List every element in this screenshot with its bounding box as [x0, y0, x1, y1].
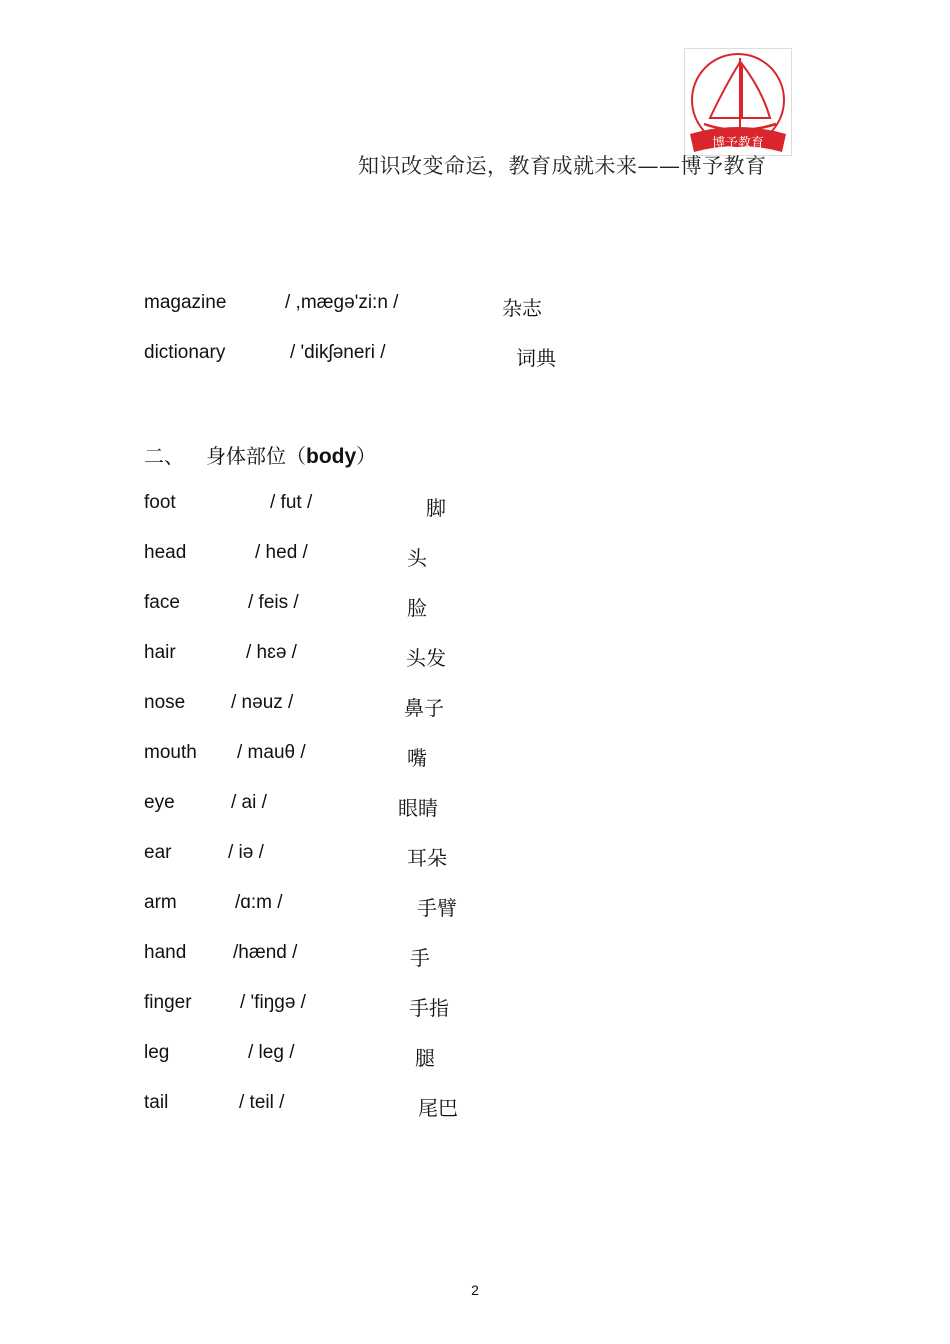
vocab-word: tail	[144, 1092, 169, 1113]
vocab-word: nose	[144, 692, 186, 713]
vocab-word: finger	[144, 992, 192, 1013]
section-title-close: ）	[356, 446, 377, 468]
vocab-phonetic: / iə /	[228, 842, 264, 863]
vocab-phonetic: / feis /	[248, 592, 299, 613]
vocab-row	[0, 592, 950, 622]
vocab-row	[0, 342, 950, 372]
vocab-meaning: 脸	[407, 596, 427, 620]
vocab-meaning: 嘴	[407, 746, 427, 770]
section-heading	[144, 440, 376, 469]
vocab-phonetic: / hɛə /	[246, 642, 297, 663]
vocab-row	[0, 1092, 950, 1122]
vocab-meaning: 耳朵	[407, 846, 447, 870]
vocab-phonetic: / ai /	[231, 792, 267, 813]
logo-text: 博予教育	[711, 136, 765, 151]
vocab-meaning: 词典	[516, 346, 556, 370]
vocab-row	[0, 992, 950, 1022]
header-motto: 知识改变命运，教育成就未来——博予教育	[358, 154, 767, 178]
vocab-phonetic: / hed /	[255, 542, 308, 563]
vocab-meaning: 手指	[409, 996, 449, 1020]
vocab-word: magazine	[144, 292, 227, 313]
vocab-word: dictionary	[144, 342, 226, 363]
vocab-word: leg	[144, 1042, 170, 1063]
vocab-word: head	[144, 542, 187, 563]
vocab-phonetic: / nəuz /	[231, 692, 294, 713]
vocab-word: face	[144, 592, 180, 613]
vocab-phonetic: / teil /	[239, 1092, 285, 1113]
vocab-row	[0, 692, 950, 722]
vocab-meaning: 头发	[406, 646, 446, 670]
vocab-word: eye	[144, 792, 175, 813]
vocab-phonetic: / fut /	[270, 492, 313, 513]
vocab-word: hair	[144, 642, 176, 663]
vocab-phonetic: /hænd /	[233, 942, 298, 963]
vocab-row	[0, 542, 950, 572]
logo-sailboat-seal	[684, 48, 792, 156]
vocab-word: hand	[144, 942, 187, 963]
vocab-word: arm	[144, 892, 177, 913]
vocab-row	[0, 842, 950, 872]
section-title-cn: 身体部位（	[206, 446, 306, 468]
vocab-phonetic: / mauθ /	[237, 742, 306, 763]
vocab-meaning: 尾巴	[418, 1096, 458, 1120]
vocab-word: mouth	[144, 742, 197, 763]
vocab-row	[0, 642, 950, 672]
vocab-meaning: 眼睛	[398, 796, 438, 820]
vocab-meaning: 腿	[415, 1046, 435, 1070]
vocab-row	[0, 292, 950, 322]
vocab-phonetic: / 'fiŋgə /	[240, 992, 306, 1013]
vocab-word: ear	[144, 842, 172, 863]
vocab-phonetic: / 'dikʃəneri /	[290, 342, 386, 363]
vocab-row	[0, 892, 950, 922]
vocab-phonetic: /ɑ:m /	[235, 892, 283, 913]
vocab-row	[0, 1042, 950, 1072]
vocab-phonetic: / ,mægə'zi:n /	[285, 292, 399, 313]
vocab-meaning: 杂志	[502, 296, 542, 320]
vocab-row	[0, 792, 950, 822]
section-title-en: body	[306, 445, 357, 468]
vocab-meaning: 鼻子	[404, 696, 444, 720]
page-number: 2	[471, 1282, 479, 1298]
section-number: 二、	[144, 446, 184, 468]
vocab-phonetic: / leg /	[248, 1042, 295, 1063]
vocab-row	[0, 942, 950, 972]
vocab-meaning: 头	[407, 546, 427, 570]
vocab-meaning: 手	[410, 946, 430, 970]
vocab-row	[0, 492, 950, 522]
vocab-meaning: 手臂	[417, 896, 457, 920]
vocab-word: foot	[144, 492, 176, 513]
vocab-meaning: 脚	[426, 496, 446, 520]
vocab-row	[0, 742, 950, 772]
